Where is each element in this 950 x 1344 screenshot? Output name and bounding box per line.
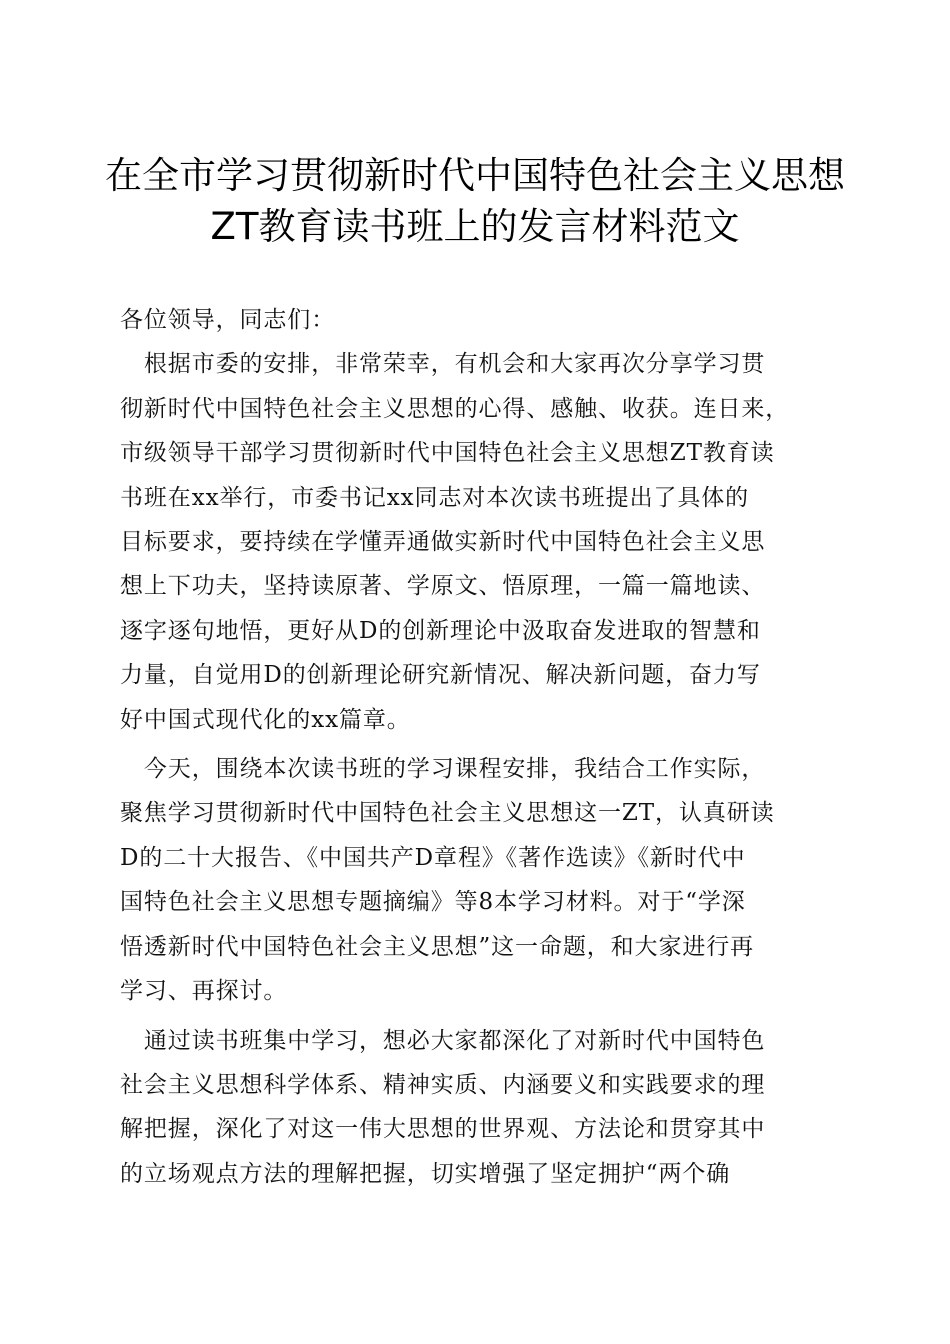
paragraph-line: 国特色社会主义思想专题摘编》等8本学习材料。对于“学深 <box>120 889 746 916</box>
paragraph-line: 力量，自觉用D的创新理论研究新情况、解决新问题，奋力写 <box>120 662 761 689</box>
paragraph-line: 书班在xx举行，市委书记xx同志对本次读书班提出了具体的 <box>120 484 750 511</box>
paragraph-line: 彻新时代中国特色社会主义思想的心得、感触、收获。连日来， <box>120 395 790 422</box>
paragraph-line: 解把握，深化了对这一伟大思想的世界观、方法论和贯穿其中 <box>120 1116 766 1143</box>
paragraph-1 <box>120 342 830 742</box>
paragraph-2 <box>120 747 830 1013</box>
title-line: 在全市学习贯彻新时代中国特色社会主义思想 <box>105 154 845 197</box>
document-title <box>60 150 890 252</box>
paragraph-line: 聚焦学习贯彻新时代中国特色社会主义思想这一ZT，认真研读 <box>120 800 775 827</box>
paragraph-line: 通过读书班集中学习，想必大家都深化了对新时代中国特色 <box>120 1027 766 1054</box>
document-body <box>120 298 830 1196</box>
paragraph-line: D的二十大报告、《中国共产D章程》《著作选读》《新时代中 <box>120 844 746 871</box>
paragraph-line: 悟透新时代中国特色社会主义思想”这一命题，和大家进行再 <box>120 933 755 960</box>
title-line: ZT教育读书班上的发言材料范文 <box>210 205 740 248</box>
paragraph-line: 今天，围绕本次读书班的学习课程安排，我结合工作实际， <box>120 756 766 783</box>
paragraph-line: 逐字逐句地悟，更好从D的创新理论中汲取奋发进取的智慧和 <box>120 617 761 644</box>
paragraph-line: 市级领导干部学习贯彻新时代中国特色社会主义思想ZT教育读 <box>120 440 775 467</box>
paragraph-line: 好中国式现代化的xx篇章。 <box>120 706 411 733</box>
paragraph-3 <box>120 1019 830 1197</box>
salutation: 各位领导，同志们： <box>120 307 336 333</box>
paragraph-line: 的立场观点方法的理解把握，切实增强了坚定拥护“两个确 <box>120 1160 731 1187</box>
paragraph-line: 根据市委的安排，非常荣幸，有机会和大家再次分享学习贯 <box>120 351 766 378</box>
paragraph-line: 想上下功夫，坚持读原著、学原文、悟原理，一篇一篇地读、 <box>120 573 766 600</box>
paragraph-line: 目标要求，要持续在学懂弄通做实新时代中国特色社会主义思 <box>120 529 766 556</box>
paragraph-line: 社会主义思想科学体系、精神实质、内涵要义和实践要求的理 <box>120 1071 766 1098</box>
paragraph-line: 学习、再探讨。 <box>120 978 288 1005</box>
